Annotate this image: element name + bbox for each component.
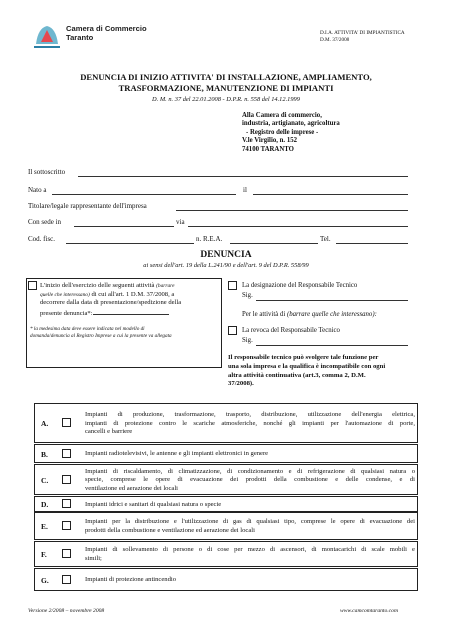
activity-row-d bbox=[34, 496, 418, 512]
activity-row-label: F. bbox=[41, 550, 47, 559]
label-designazione: La designazione del Responsabile Tecnico bbox=[242, 282, 358, 289]
activity-row-description bbox=[85, 501, 415, 510]
checkbox-activity-g[interactable] bbox=[62, 575, 71, 584]
activity-row-line: impianti di protezione contro le scariche atmosferiche, nonché gli impianti per l'automazione di porte, bbox=[85, 419, 415, 427]
denuncia-heading: DENUNCIA bbox=[200, 250, 252, 260]
checkbox-designazione[interactable] bbox=[228, 281, 237, 290]
label-revoca: La revoca del Responsabile Tecnico bbox=[242, 327, 340, 334]
activity-row-label: A. bbox=[41, 419, 49, 428]
activity-row-label: B. bbox=[41, 449, 48, 459]
checkbox-revoca[interactable] bbox=[228, 326, 237, 335]
label-rea: n. R.E.A. bbox=[196, 235, 223, 243]
title-line2: TRASFORMAZIONE, MANUTENZIONE DI IMPIANTI bbox=[118, 83, 334, 93]
technical-notice: Il responsabile tecnico può svolgere tale funzione per una sola impresa e la qualifica è incompatibile con ogni altra attività continuativa (art.3, comma 2, D.M. 37/2008). bbox=[228, 354, 386, 388]
checkbox-activity-b[interactable] bbox=[62, 449, 71, 458]
activity-row-label: G. bbox=[41, 575, 49, 585]
label-per-attivita: Per le attività di (barrare quelle che interessano): bbox=[242, 311, 377, 318]
checkbox-activity-a[interactable] bbox=[62, 418, 71, 427]
activity-row-description bbox=[85, 576, 415, 585]
label-titolare: Titolare/legale rappresentante dell'impresa bbox=[28, 202, 147, 210]
field-via[interactable] bbox=[188, 226, 408, 227]
field-rea[interactable] bbox=[230, 243, 318, 244]
activity-row-g bbox=[34, 568, 418, 591]
chamber-emblem-icon bbox=[32, 22, 62, 50]
activity-row-label: C. bbox=[41, 475, 49, 485]
activity-row-description bbox=[85, 546, 415, 563]
activity-row-line: Impianti radiotelevisivi, le antenne e gli impianti elettronici in genere bbox=[85, 450, 269, 458]
label-sottoscritto: Il sottoscritto bbox=[28, 168, 66, 176]
activity-row-line: Impianti di protezione antincendio bbox=[85, 576, 177, 584]
field-codfisc[interactable] bbox=[66, 243, 194, 244]
activity-row-a bbox=[34, 403, 418, 443]
activity-start-note: * la medesima data deve essere indicata nel modello di domanda/denuncia al Registro Imprese a cui la presente va allegata bbox=[30, 326, 172, 339]
activity-row-description bbox=[85, 411, 415, 437]
checkbox-activity-d[interactable] bbox=[62, 499, 71, 508]
activity-row-line: cancelli e barriere bbox=[85, 428, 133, 436]
footer-site: www.camcomtaranto.com bbox=[340, 608, 399, 614]
activity-row-label: D. bbox=[41, 500, 49, 509]
field-sig-revoca[interactable] bbox=[256, 345, 408, 346]
activity-row-e bbox=[34, 512, 418, 540]
field-sottoscritto[interactable] bbox=[78, 176, 408, 177]
recipient-address: Alla Camera di commercio, industria, artigianato, agricoltura - Registro delle imprese - V.le Virgilio, n. 152 74100 TARANTO bbox=[242, 112, 340, 153]
checkbox-inizio-attivita[interactable] bbox=[28, 281, 37, 290]
activity-row-line: Impianti idrici e sanitari di qualsiasi natura o specie bbox=[85, 500, 222, 508]
field-sig-designazione[interactable] bbox=[256, 300, 408, 301]
field-sede[interactable] bbox=[74, 226, 174, 227]
activity-row-description bbox=[85, 468, 415, 494]
checkbox-activity-e[interactable] bbox=[62, 521, 71, 530]
title-subtitle: D. M. n. 37 del 22.01.2008 - D.P.R. n. 558 del 14.12.1999 bbox=[152, 96, 300, 103]
activity-row-line: specie, comprese le opere di evacuazione dei prodotti della combustione e delle condense, e di bbox=[85, 476, 415, 484]
label-sede: Con sede in bbox=[28, 218, 62, 226]
activity-row-line: simili; bbox=[85, 554, 102, 562]
field-data-decorrenza[interactable] bbox=[93, 308, 169, 315]
chamber-logo bbox=[32, 22, 152, 52]
label-sig2: Sig. bbox=[242, 337, 253, 344]
field-impresa[interactable] bbox=[176, 210, 408, 211]
activity-row-description bbox=[85, 450, 415, 459]
activity-row-line: ventilazione ed aerazione dei locali bbox=[85, 484, 178, 492]
activity-row-f bbox=[34, 541, 418, 567]
activity-row-b bbox=[34, 444, 418, 463]
activity-row-c bbox=[34, 464, 418, 495]
activity-row-label: E. bbox=[41, 522, 48, 531]
field-tel[interactable] bbox=[336, 243, 408, 244]
checkbox-activity-c[interactable] bbox=[62, 475, 71, 484]
label-nato: Nato a bbox=[28, 186, 47, 194]
ref-line2: D.M. 37/2008 bbox=[320, 37, 350, 43]
label-tel: Tel. bbox=[320, 235, 331, 243]
checkbox-activity-f[interactable] bbox=[62, 549, 71, 558]
denuncia-subheading: ai sensi dell'art. 19 della L.241/90 e dell'art. 9 del D.P.R. 558/99 bbox=[143, 262, 309, 269]
activity-row-line: Impianti per la distribuzione e l'utilizzazione di gas di qualsiasi tipo, comprese le opere di evacuazione dei bbox=[85, 518, 415, 526]
org-name-line1: Camera di Commercio bbox=[66, 24, 147, 33]
activity-row-line: prodotti della combustione e ventilazione ed aerazione dei locali bbox=[85, 526, 255, 534]
activity-start-text: L'inizio dell'esercizio delle seguenti attività (barrare quelle che interessano) di cui all'art. 1 D.M. 37/2008, a decorrere dalla data di presentazione/spedizione della presente denuncia*: bbox=[40, 282, 182, 317]
activity-row-line: Impianti di sollevamento di persone o di cose per mezzo di ascensori, di montacarichi di scale mobili e bbox=[85, 546, 415, 554]
field-data-nascita[interactable] bbox=[253, 194, 408, 195]
field-luogo-nascita[interactable] bbox=[52, 194, 236, 195]
label-via: via bbox=[176, 218, 185, 226]
title-line1: DENUNCIA DI INIZIO ATTIVITA' DI INSTALLAZIONE, AMPLIAMENTO, bbox=[80, 72, 372, 82]
label-sig1: Sig. bbox=[242, 292, 253, 299]
org-name-line2: Taranto bbox=[66, 33, 94, 42]
activity-row-description bbox=[85, 518, 415, 535]
activity-row-line: Impianti di produzione, trasformazione, trasporto, distribuzione, utilizzazione dell'energia elettrica, bbox=[85, 411, 415, 419]
footer-version: Versione 2/2008 – novembre 2008 bbox=[28, 608, 105, 614]
activity-row-line: Impianti di riscaldamento, di climatizzazione, di condizionamento e di refrigerazione di qualsiasi natura o bbox=[85, 467, 415, 475]
label-il: il bbox=[243, 186, 247, 194]
label-codfisc: Cod. fisc. bbox=[28, 235, 56, 243]
ref-line1: D.I.A. ATTIVITA' DI IMPIANTISTICA bbox=[320, 30, 405, 36]
